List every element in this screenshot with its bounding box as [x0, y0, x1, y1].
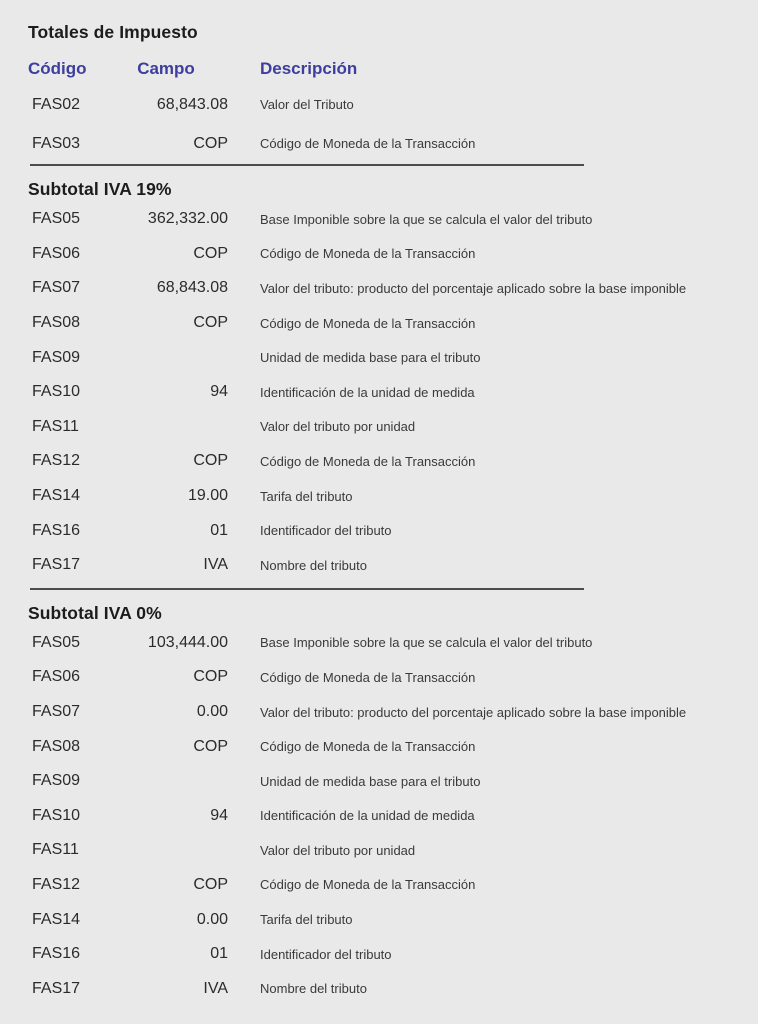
row-description: Nombre del tributo: [260, 981, 367, 997]
row-code: FAS10: [32, 383, 81, 401]
table-row: [28, 340, 738, 375]
row-code: FAS02: [32, 95, 81, 113]
row-code: FAS08: [32, 737, 81, 755]
table-row: [28, 937, 738, 972]
row-value: 103,444.00: [147, 633, 228, 651]
table-row: [28, 410, 738, 445]
row-value: 01: [210, 521, 228, 539]
row-description: Unidad de medida base para el tributo: [260, 350, 481, 366]
row-description: Identificador del tributo: [260, 523, 392, 539]
table-row: [28, 799, 738, 834]
row-code: FAS16: [32, 945, 81, 963]
row-value: IVA: [203, 556, 228, 574]
row-code: FAS14: [32, 910, 81, 928]
column-header-codigo: Código: [28, 59, 87, 78]
table-row: [28, 479, 738, 514]
table-row: [28, 729, 738, 764]
row-value: COP: [193, 314, 228, 332]
row-code: FAS08: [32, 314, 81, 332]
column-header-campo: Campo: [137, 59, 195, 78]
row-code: FAS12: [32, 875, 81, 893]
row-value: COP: [193, 244, 228, 262]
row-code: FAS07: [32, 703, 81, 721]
row-code: FAS11: [32, 841, 79, 859]
sections-container: [28, 85, 738, 1006]
row-code: FAS17: [32, 556, 81, 574]
table-row: [28, 902, 738, 937]
column-header-descripcion: Descripción: [260, 59, 358, 78]
row-code: FAS09: [32, 348, 81, 366]
table-row: [28, 626, 738, 661]
row-code: FAS05: [32, 210, 81, 228]
table-row: [28, 695, 738, 730]
table-row: [28, 375, 738, 410]
row-value: 0.00: [196, 703, 228, 721]
row-value: COP: [193, 875, 228, 893]
row-code: FAS07: [32, 279, 81, 297]
tax-section: [28, 85, 738, 163]
row-value: 19.00: [187, 487, 228, 505]
row-description: Base Imponible sobre la que se calcula el valor del tributo: [260, 211, 593, 227]
row-code: FAS10: [32, 806, 81, 824]
column-headers: [28, 59, 738, 78]
section-divider: [30, 164, 584, 166]
row-value: COP: [193, 737, 228, 755]
row-code: FAS03: [32, 134, 81, 152]
row-value: 94: [210, 383, 228, 401]
table-row: [28, 444, 738, 479]
table-row: [28, 306, 738, 341]
row-value: COP: [193, 452, 228, 470]
row-value: 94: [210, 806, 228, 824]
row-code: FAS06: [32, 668, 81, 686]
table-row: [28, 124, 738, 163]
table-row: [28, 660, 738, 695]
row-value: 01: [210, 945, 228, 963]
table-row: [28, 971, 738, 1006]
row-value: COP: [193, 134, 228, 152]
section-rows: [28, 202, 738, 583]
row-code: FAS12: [32, 452, 81, 470]
row-description: Identificación de la unidad de medida: [260, 384, 475, 400]
row-description: Código de Moneda de la Transacción: [260, 669, 476, 685]
row-description: Código de Moneda de la Transacción: [260, 315, 476, 331]
row-code: FAS05: [32, 633, 81, 651]
row-description: Nombre del tributo: [260, 557, 367, 573]
table-row: [28, 271, 738, 306]
row-description: Código de Moneda de la Transacción: [260, 136, 476, 151]
row-description: Valor del tributo por unidad: [260, 842, 416, 858]
section-heading: Subtotal IVA 19%: [28, 179, 172, 199]
row-description: Tarifa del tributo: [260, 488, 353, 504]
row-code: FAS17: [32, 979, 81, 997]
table-row: [28, 85, 738, 124]
row-description: Código de Moneda de la Transacción: [260, 877, 476, 893]
row-code: FAS09: [32, 772, 81, 790]
row-description: Valor del tributo: producto del porcentaje aplicado sobre la base imponible: [260, 704, 687, 720]
tax-section: [28, 588, 738, 1007]
row-description: Identificación de la unidad de medida: [260, 808, 475, 824]
row-description: Valor del tributo: producto del porcentaje aplicado sobre la base imponible: [260, 280, 687, 296]
row-description: Código de Moneda de la Transacción: [260, 246, 476, 262]
table-row: [28, 833, 738, 868]
row-value: 68,843.08: [156, 279, 228, 297]
row-description: Código de Moneda de la Transacción: [260, 453, 476, 469]
row-code: FAS11: [32, 417, 79, 435]
column-gap: [228, 59, 260, 78]
tax-section: [28, 164, 738, 583]
row-value: 362,332.00: [147, 210, 228, 228]
section-rows: [28, 85, 738, 163]
row-description: Base Imponible sobre la que se calcula el valor del tributo: [260, 635, 593, 651]
row-description: Valor del Tributo: [260, 97, 354, 112]
row-value: COP: [193, 668, 228, 686]
row-description: Unidad de medida base para el tributo: [260, 773, 481, 789]
row-code: FAS06: [32, 244, 81, 262]
table-row: [28, 764, 738, 799]
section-divider: [30, 588, 584, 590]
section-rows: [28, 626, 738, 1007]
row-code: FAS14: [32, 487, 81, 505]
section-heading: Subtotal IVA 0%: [28, 602, 162, 623]
row-description: Identificador del tributo: [260, 946, 392, 962]
page-title: Totales de Impuesto: [28, 22, 198, 42]
table-row: [28, 513, 738, 548]
row-value: 68,843.08: [156, 95, 228, 113]
table-row: [28, 868, 738, 903]
row-value: 0.00: [196, 910, 228, 928]
table-row: [28, 237, 738, 272]
table-row: [28, 548, 738, 583]
row-description: Valor del tributo por unidad: [260, 419, 416, 435]
row-code: FAS16: [32, 521, 81, 539]
row-description: Tarifa del tributo: [260, 912, 353, 928]
table-row: [28, 202, 738, 237]
row-description: Código de Moneda de la Transacción: [260, 739, 476, 755]
row-value: IVA: [203, 979, 228, 997]
